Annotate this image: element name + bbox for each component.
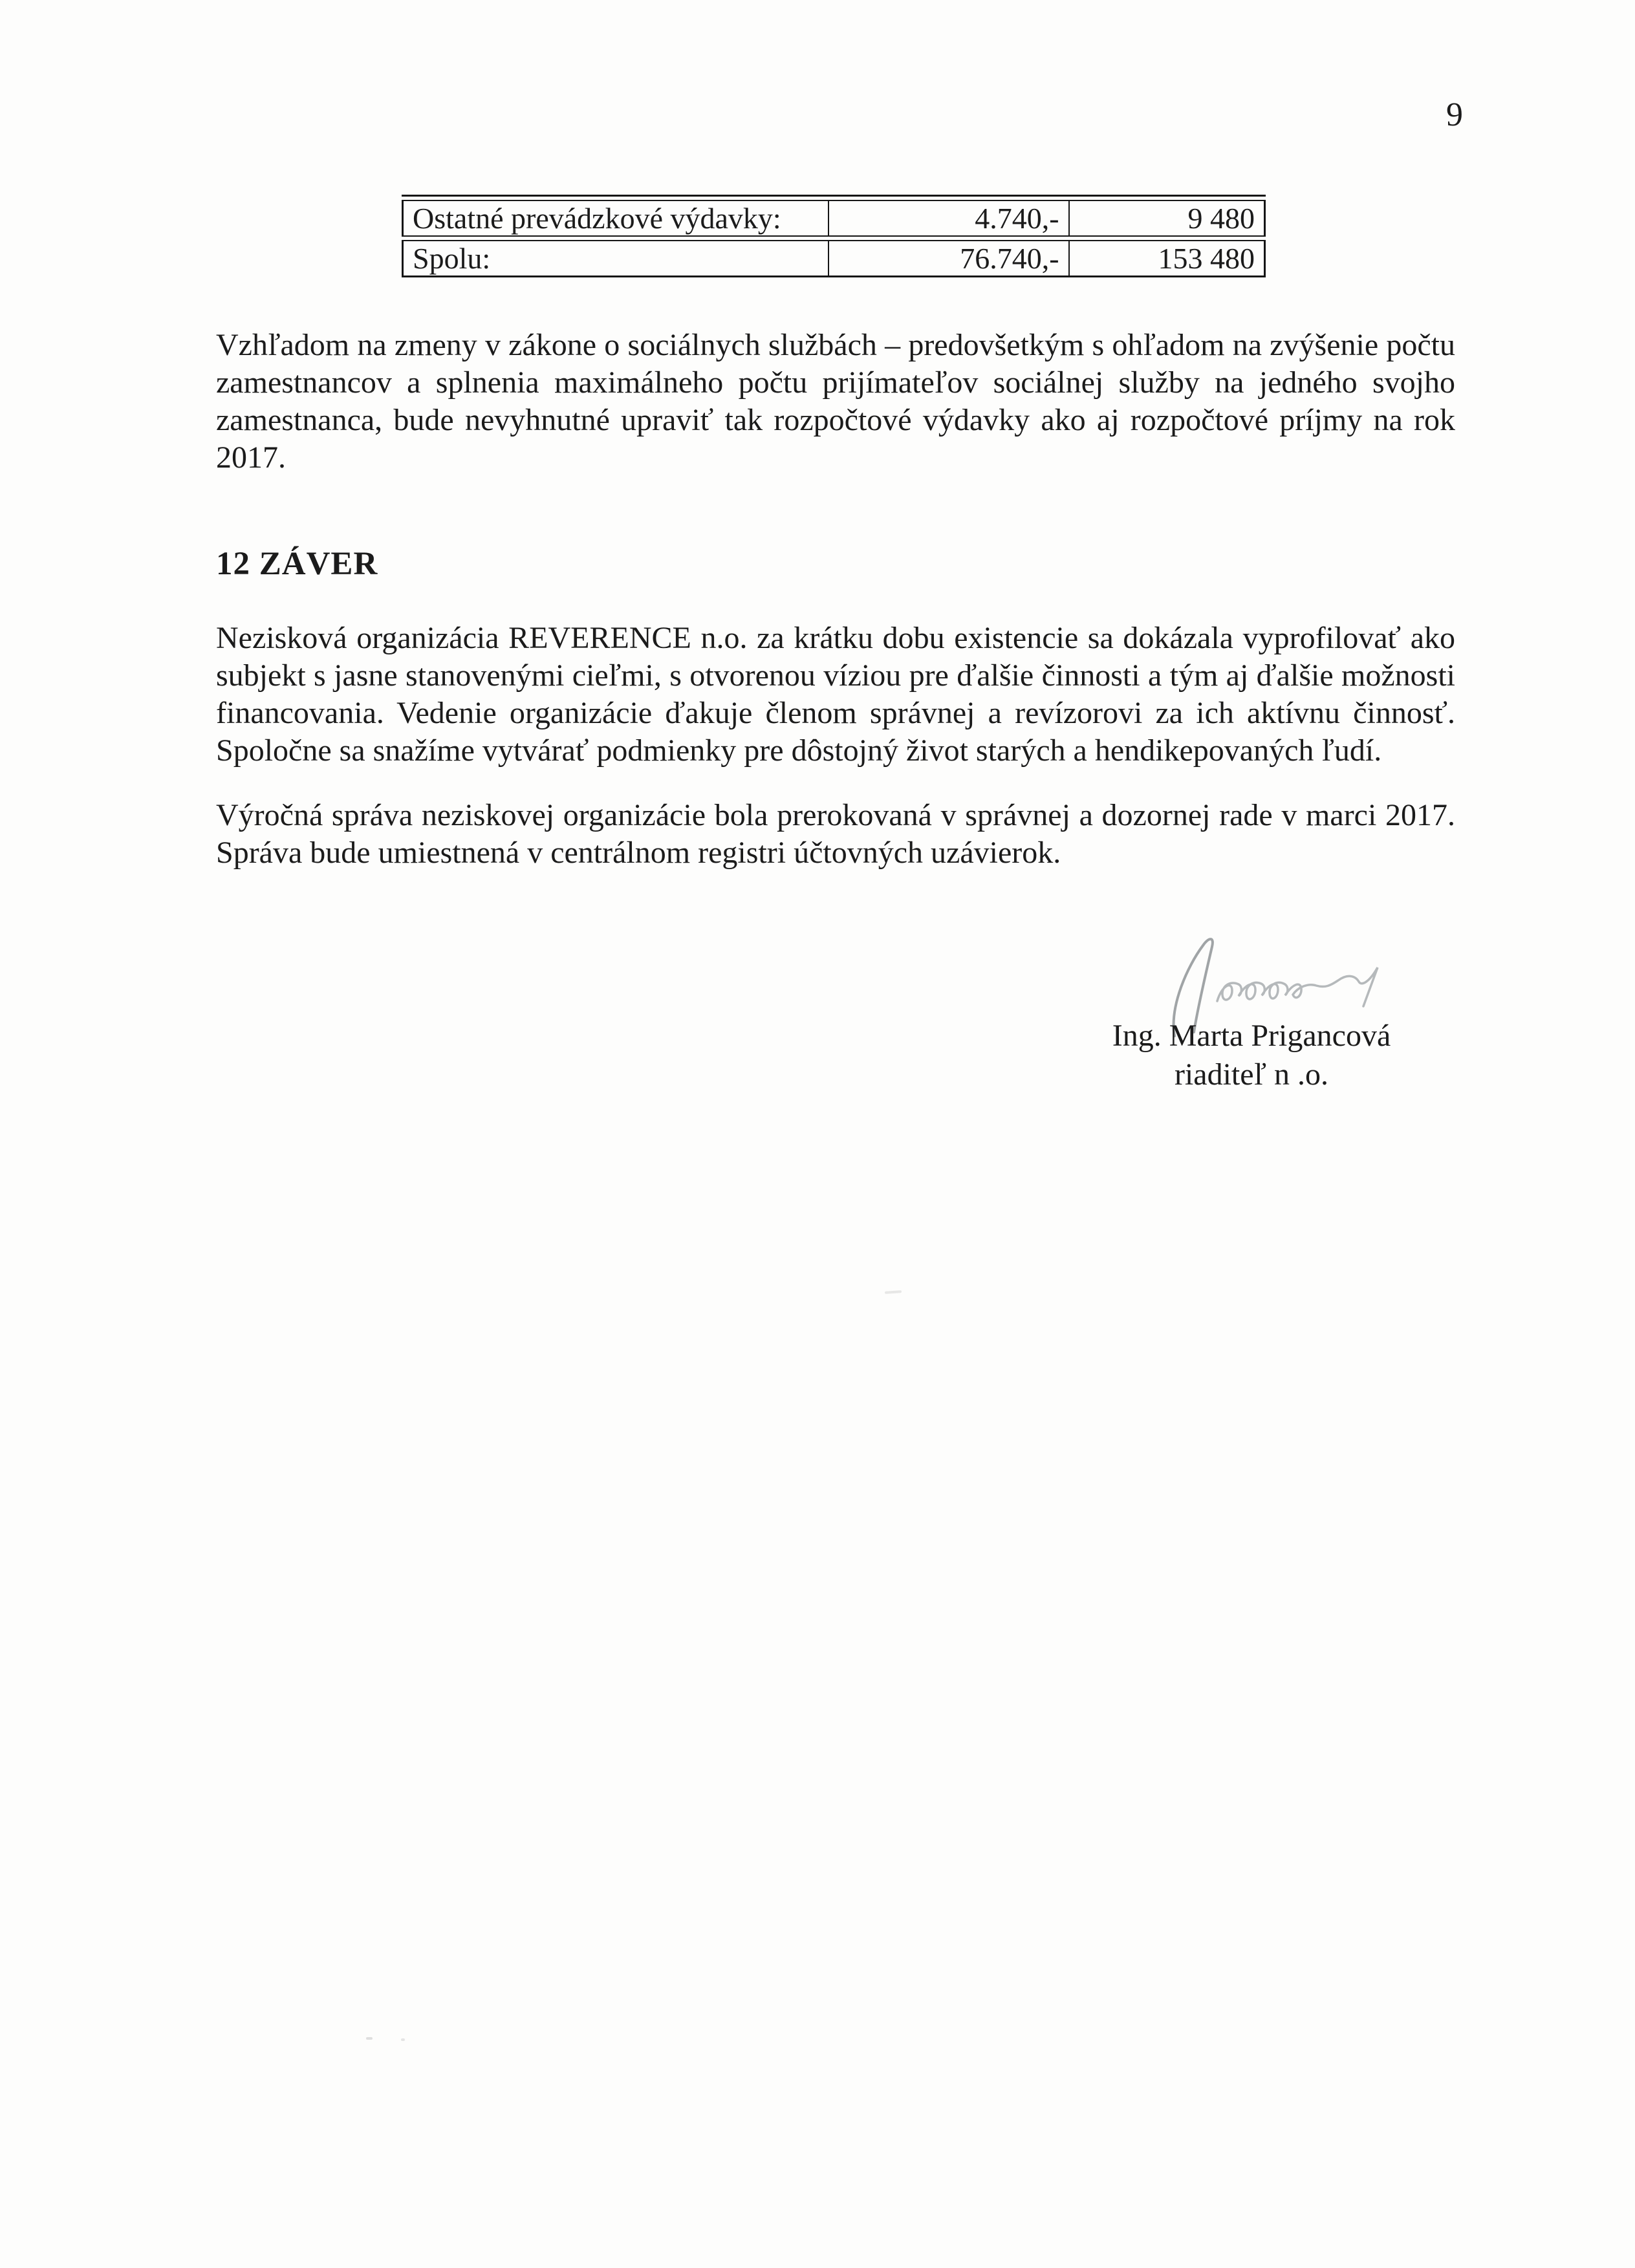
paragraph-line: subjekt s jasne stanovenými cieľmi, s otvorenou víziou pre ďalšie činnosti a tým aj ďalšie možnosti [216, 658, 1455, 693]
section-heading: 12 ZÁVER [216, 546, 378, 582]
table-cell-amount-skk: 153 480 [1068, 240, 1266, 277]
signature-block [1096, 1017, 1407, 1094]
table-cell-label: Spolu: [402, 240, 828, 277]
paragraph-line: financovania. Vedenie organizácie ďakuje členom správnej a revízorovi za ich aktívnu činnosť. [216, 696, 1455, 730]
table-cell-amount-skk: 9 480 [1068, 200, 1266, 237]
signatory-name: Ing. Marta Prigancová [1112, 1019, 1391, 1053]
paragraph-line: 2017. [216, 440, 286, 475]
table-cell-amount-eur: 4.740,- [828, 200, 1068, 237]
budget-table [402, 195, 1266, 281]
page-number: 9 [1446, 96, 1463, 133]
paragraph-line: zamestnanca, bude nevyhnutné upraviť tak rozpočtové výdavky ako aj rozpočtové príjmy na rok [216, 403, 1455, 437]
paragraph-line: Vzhľadom na zmeny v zákone o sociálnych službách – predovšetkým s ohľadom na zvýšenie počtu [216, 328, 1455, 362]
scan-speck [885, 1290, 902, 1294]
paragraph-report-note [216, 797, 1455, 872]
paragraph-line: Spoločne sa snažíme vytvárať podmienky pre dôstojný život starých a hendikepovaných ľudí. [216, 733, 1382, 768]
scan-speck [366, 2037, 373, 2040]
paragraph-line: Správa bude umiestnená v centrálnom registri účtovných uzávierok. [216, 836, 1061, 870]
table-row [402, 200, 1266, 237]
table-cell-amount-eur: 76.740,- [828, 240, 1068, 277]
signatory-title: riaditeľ n .o. [1174, 1057, 1329, 1092]
table-row [402, 240, 1266, 277]
scan-speck [401, 2038, 405, 2041]
paragraph-line: Výročná správa neziskovej organizácie bola prerokovaná v správnej a dozornej rade v marci 2017. [216, 798, 1455, 832]
table-cell-label: Ostatné prevádzkové výdavky: [402, 200, 828, 237]
paragraph-line: zamestnancov a splnenia maximálneho počtu prijímateľov sociálnej služby na jedného svojho [216, 365, 1455, 400]
paragraph-budget-note [216, 327, 1455, 477]
paragraph-line: Nezisková organizácia REVERENCE n.o. za krátku dobu existencie sa dokázala vyprofilovať ako [216, 621, 1455, 655]
paragraph-conclusion [216, 620, 1455, 770]
